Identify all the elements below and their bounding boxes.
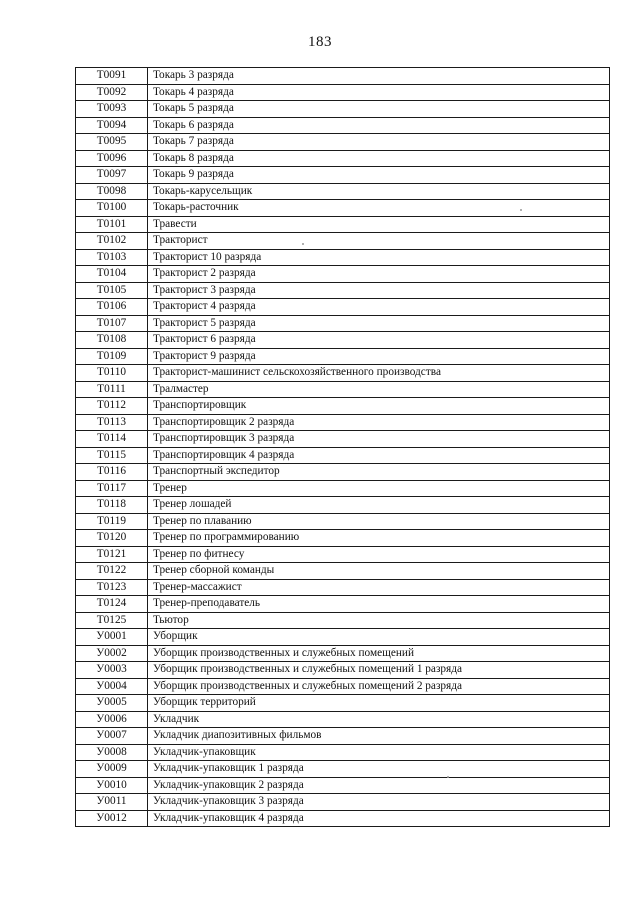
occupation-name-cell: Тракторист 6 разряда <box>148 332 610 349</box>
occupation-codes-table <box>75 67 610 827</box>
occupation-code-cell: Т0096 <box>76 150 148 167</box>
page-number: 183 <box>308 34 332 50</box>
occupation-name-cell: Транспортный экспедитор <box>148 464 610 481</box>
occupation-code-cell: Т0103 <box>76 249 148 266</box>
table-row <box>76 645 610 662</box>
occupation-code-cell: Т0121 <box>76 546 148 563</box>
occupation-code-cell: У0003 <box>76 662 148 679</box>
table-row <box>76 381 610 398</box>
occupation-name-cell: Тракторист 5 разряда <box>148 315 610 332</box>
occupation-code-cell: У0007 <box>76 728 148 745</box>
table-row <box>76 101 610 118</box>
table-row <box>76 612 610 629</box>
scan-speck <box>447 776 449 778</box>
occupation-code-cell: Т0104 <box>76 266 148 283</box>
occupation-name-cell: Тракторист 3 разряда <box>148 282 610 299</box>
occupation-name-cell: Токарь 9 разряда <box>148 167 610 184</box>
table-row <box>76 497 610 514</box>
occupation-code-cell: У0010 <box>76 777 148 794</box>
table-row <box>76 629 610 646</box>
occupation-code-cell: Т0095 <box>76 134 148 151</box>
occupation-name-cell: Укладчик-упаковщик 4 разряда <box>148 810 610 827</box>
occupation-code-cell: Т0106 <box>76 299 148 316</box>
scan-speck <box>302 243 304 245</box>
occupation-name-cell: Транспортировщик 4 разряда <box>148 447 610 464</box>
occupation-name-cell: Тренер <box>148 480 610 497</box>
occupation-name-cell: Уборщик производственных и служебных помещений 1 разряда <box>148 662 610 679</box>
table-row <box>76 249 610 266</box>
table-row <box>76 117 610 134</box>
occupation-name-cell: Укладчик-упаковщик <box>148 744 610 761</box>
occupation-name-cell: Укладчик-упаковщик 2 разряда <box>148 777 610 794</box>
occupation-name-cell: Токарь 5 разряда <box>148 101 610 118</box>
occupation-code-cell: Т0125 <box>76 612 148 629</box>
occupation-name-cell: Тралмастер <box>148 381 610 398</box>
occupation-name-cell: Токарь-карусельщик <box>148 183 610 200</box>
table-row <box>76 414 610 431</box>
occupation-code-cell: Т0097 <box>76 167 148 184</box>
occupation-name-cell: Токарь 3 разряда <box>148 68 610 85</box>
occupation-name-cell: Тракторист 2 разряда <box>148 266 610 283</box>
occupation-code-cell: Т0118 <box>76 497 148 514</box>
occupation-code-cell: У0011 <box>76 794 148 811</box>
table-row <box>76 777 610 794</box>
occupation-name-cell: Укладчик диапозитивных фильмов <box>148 728 610 745</box>
table-row <box>76 761 610 778</box>
occupation-code-cell: Т0123 <box>76 579 148 596</box>
occupation-name-cell: Уборщик <box>148 629 610 646</box>
occupation-code-cell: Т0111 <box>76 381 148 398</box>
occupation-code-cell: У0004 <box>76 678 148 695</box>
table-row <box>76 365 610 382</box>
occupation-name-cell: Укладчик <box>148 711 610 728</box>
occupation-name-cell: Тракторист 4 разряда <box>148 299 610 316</box>
occupation-code-cell: Т0110 <box>76 365 148 382</box>
occupation-code-cell: Т0114 <box>76 431 148 448</box>
occupation-code-cell: У0001 <box>76 629 148 646</box>
table-row <box>76 332 610 349</box>
table-row <box>76 282 610 299</box>
table-row <box>76 348 610 365</box>
occupation-name-cell: Тракторист-машинист сельскохозяйственного производства <box>148 365 610 382</box>
occupation-code-cell: Т0117 <box>76 480 148 497</box>
occupation-code-cell: Т0092 <box>76 84 148 101</box>
occupation-code-cell: Т0108 <box>76 332 148 349</box>
table-row <box>76 662 610 679</box>
occupation-code-cell: Т0124 <box>76 596 148 613</box>
occupation-code-cell: У0008 <box>76 744 148 761</box>
table-row <box>76 84 610 101</box>
occupation-code-cell: У0012 <box>76 810 148 827</box>
occupation-code-cell: Т0100 <box>76 200 148 217</box>
occupation-code-cell: Т0093 <box>76 101 148 118</box>
occupation-name-cell: Тракторист 9 разряда <box>148 348 610 365</box>
occupation-name-cell: Токарь 6 разряда <box>148 117 610 134</box>
occupation-name-cell: Укладчик-упаковщик 3 разряда <box>148 794 610 811</box>
occupation-name-cell: Укладчик-упаковщик 1 разряда <box>148 761 610 778</box>
table-row <box>76 480 610 497</box>
occupation-name-cell: Тренер-преподаватель <box>148 596 610 613</box>
occupation-name-cell: Тренер-массажист <box>148 579 610 596</box>
occupation-name-cell: Уборщик производственных и служебных помещений 2 разряда <box>148 678 610 695</box>
occupation-name-cell: Токарь 8 разряда <box>148 150 610 167</box>
table-row <box>76 398 610 415</box>
occupation-code-cell: Т0122 <box>76 563 148 580</box>
occupation-name-cell: Транспортировщик 3 разряда <box>148 431 610 448</box>
table-row <box>76 150 610 167</box>
occupation-code-cell: Т0120 <box>76 530 148 547</box>
occupation-name-cell: Тракторист 10 разряда <box>148 249 610 266</box>
occupation-name-cell: Тренер лошадей <box>148 497 610 514</box>
scan-speck <box>520 209 522 211</box>
occupation-code-cell: У0002 <box>76 645 148 662</box>
occupation-code-cell: Т0109 <box>76 348 148 365</box>
occupation-code-cell: Т0119 <box>76 513 148 530</box>
table-row <box>76 183 610 200</box>
occupation-code-cell: Т0113 <box>76 414 148 431</box>
table-row <box>76 695 610 712</box>
table-row <box>76 134 610 151</box>
table-row <box>76 596 610 613</box>
occupation-name-cell: Тренер сборной команды <box>148 563 610 580</box>
table-row <box>76 315 610 332</box>
table-body <box>76 68 610 827</box>
occupation-code-cell: Т0107 <box>76 315 148 332</box>
table-row <box>76 563 610 580</box>
table-row <box>76 744 610 761</box>
occupation-code-cell: Т0112 <box>76 398 148 415</box>
table-row <box>76 546 610 563</box>
occupation-code-cell: Т0115 <box>76 447 148 464</box>
occupation-name-cell: Тренер по фитнесу <box>148 546 610 563</box>
occupation-name-cell: Тренер по плаванию <box>148 513 610 530</box>
occupation-name-cell: Токарь 7 разряда <box>148 134 610 151</box>
occupation-name-cell: Травести <box>148 216 610 233</box>
table-row <box>76 810 610 827</box>
table-row <box>76 431 610 448</box>
table-row <box>76 530 610 547</box>
table-row <box>76 513 610 530</box>
occupation-name-cell: Тракторист <box>148 233 610 250</box>
occupation-name-cell: Токарь-расточник <box>148 200 610 217</box>
occupation-code-cell: Т0094 <box>76 117 148 134</box>
occupation-code-cell: У0006 <box>76 711 148 728</box>
table-row <box>76 464 610 481</box>
occupation-name-cell: Транспортировщик 2 разряда <box>148 414 610 431</box>
table-row <box>76 216 610 233</box>
occupation-code-cell: Т0101 <box>76 216 148 233</box>
table-row <box>76 447 610 464</box>
table-row <box>76 266 610 283</box>
occupation-code-cell: Т0105 <box>76 282 148 299</box>
table-row <box>76 711 610 728</box>
table-row <box>76 678 610 695</box>
occupation-name-cell: Транспортировщик <box>148 398 610 415</box>
occupation-code-cell: Т0116 <box>76 464 148 481</box>
occupation-code-cell: У0005 <box>76 695 148 712</box>
occupation-code-cell: Т0091 <box>76 68 148 85</box>
table-row <box>76 794 610 811</box>
table-row <box>76 68 610 85</box>
table-row <box>76 233 610 250</box>
occupation-name-cell: Уборщик территорий <box>148 695 610 712</box>
table-row <box>76 299 610 316</box>
occupation-code-cell: Т0102 <box>76 233 148 250</box>
table-row <box>76 728 610 745</box>
occupation-code-cell: У0009 <box>76 761 148 778</box>
table-row <box>76 200 610 217</box>
table-row <box>76 579 610 596</box>
occupation-name-cell: Токарь 4 разряда <box>148 84 610 101</box>
occupation-name-cell: Тренер по программированию <box>148 530 610 547</box>
occupation-name-cell: Уборщик производственных и служебных помещений <box>148 645 610 662</box>
table-row <box>76 167 610 184</box>
occupation-name-cell: Тьютор <box>148 612 610 629</box>
occupation-code-cell: Т0098 <box>76 183 148 200</box>
